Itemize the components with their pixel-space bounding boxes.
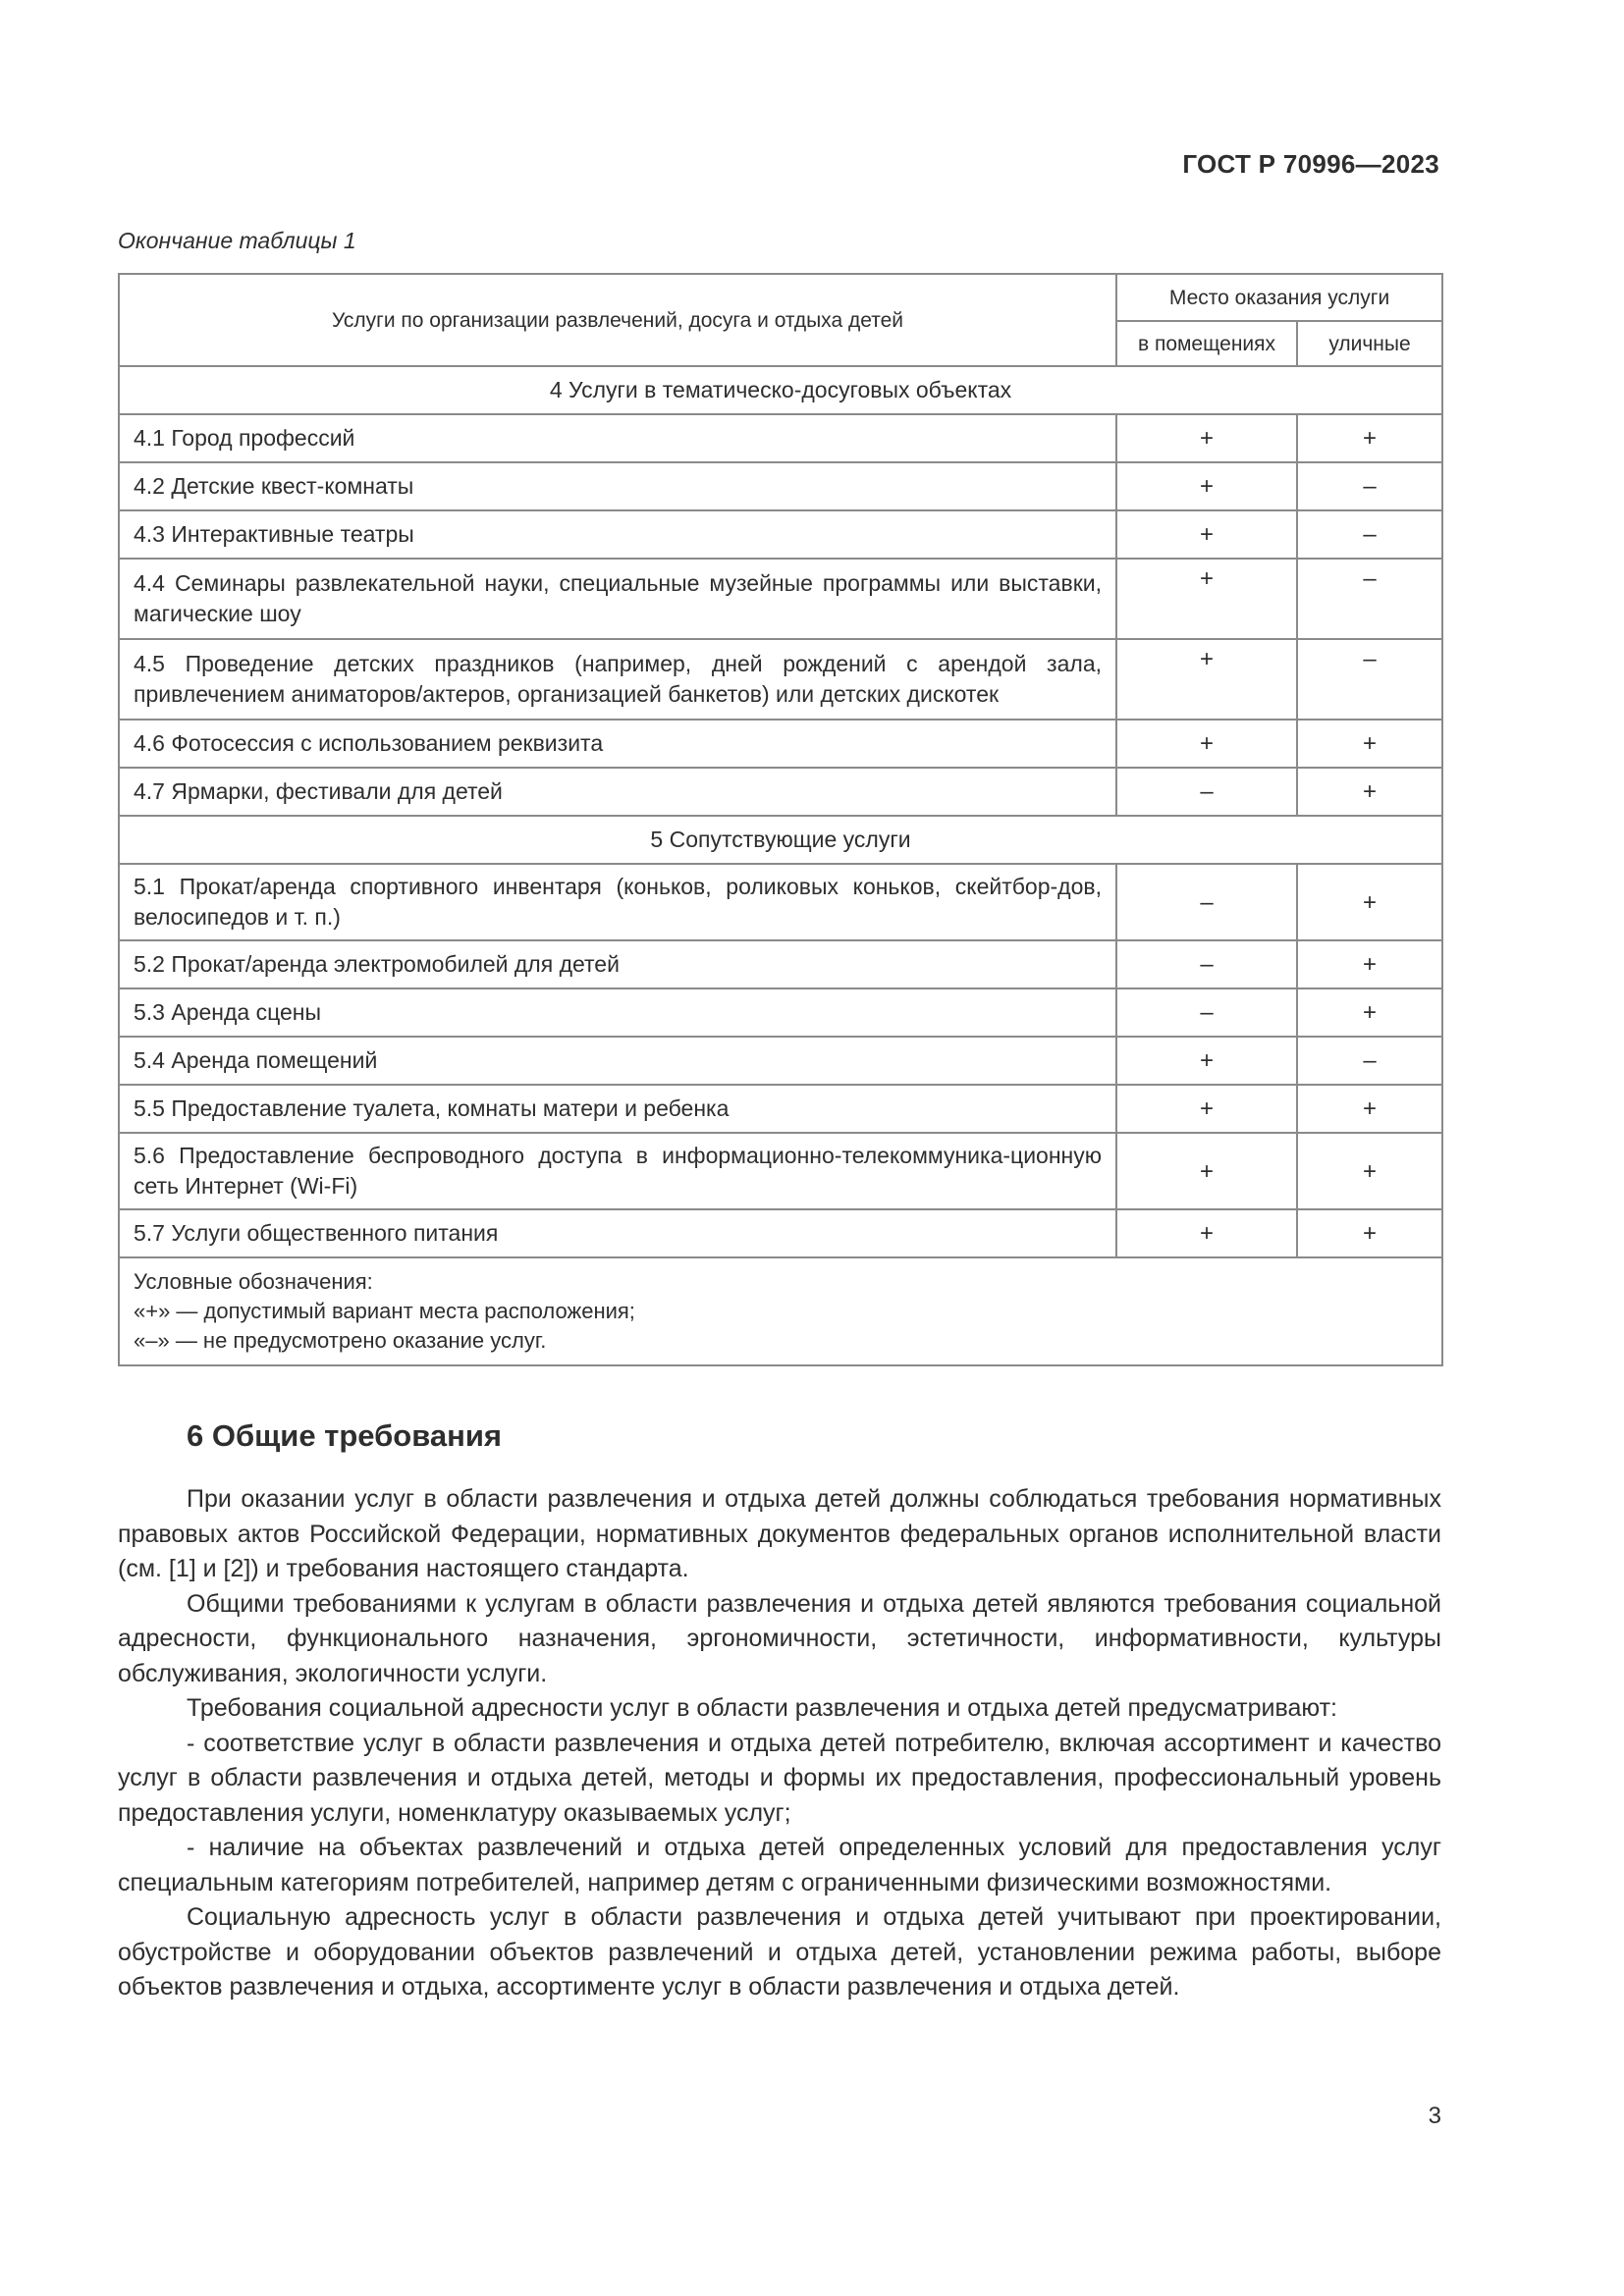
table-row: [119, 1209, 1442, 1257]
outdoor-mark: +: [1297, 988, 1442, 1037]
indoor-mark: +: [1116, 1085, 1297, 1133]
section-heading: 5 Сопутствующие услуги: [119, 816, 1442, 864]
service-name: 5.5 Предоставление туалета, комнаты матери и ребенка: [119, 1085, 1116, 1133]
table-row: [119, 940, 1442, 988]
outdoor-mark: +: [1297, 720, 1442, 768]
service-name: 5.1 Прокат/аренда спортивного инвентаря (коньков, роликовых коньков, скейтбор-дов, велосипедов и т. п.): [119, 864, 1116, 940]
outdoor-mark: +: [1297, 940, 1442, 988]
column-header-service: Услуги по организации развлечений, досуга и отдыха детей: [119, 274, 1116, 366]
outdoor-mark: –: [1297, 510, 1442, 559]
outdoor-mark: –: [1297, 559, 1442, 639]
service-name: 4.7 Ярмарки, фестивали для детей: [119, 768, 1116, 816]
section-body: [118, 1482, 1441, 2005]
outdoor-mark: –: [1297, 639, 1442, 720]
column-header-indoor: в помещениях: [1116, 321, 1297, 366]
indoor-mark: –: [1116, 864, 1297, 940]
table-row: [119, 1037, 1442, 1085]
column-header-outdoor: уличные: [1297, 321, 1442, 366]
table-row: [119, 988, 1442, 1037]
service-name: 4.6 Фотосессия с использованием реквизита: [119, 720, 1116, 768]
table-caption: Окончание таблицы 1: [118, 228, 356, 253]
service-name: 4.4 Семинары развлекательной науки, специальные музейные программы или выставки, магические шоу: [119, 559, 1116, 639]
outdoor-mark: +: [1297, 1133, 1442, 1209]
paragraph: При оказании услуг в области развлечения и отдыха детей должны соблюдаться требования нормативных правовых актов Российской Федерации, нормативных документов федеральных органов исполнительной власти (см. [1] и [2]) и требования настоящего стандарта.: [118, 1485, 1441, 1582]
table-row: [119, 864, 1442, 940]
outdoor-mark: +: [1297, 864, 1442, 940]
indoor-mark: +: [1116, 639, 1297, 720]
paragraph: Социальную адресность услуг в области развлечения и отдыха детей учитывают при проектировании, обустройстве и оборудовании объектов развлечений и отдыха детей, установлении режима работы, выборе объектов развлечения и отдыха, ассортименте услуг в области развлечения и отдыха детей.: [118, 1903, 1441, 2001]
indoor-mark: –: [1116, 988, 1297, 1037]
service-name: 4.3 Интерактивные театры: [119, 510, 1116, 559]
service-name: 5.3 Аренда сцены: [119, 988, 1116, 1037]
paragraph: - наличие на объектах развлечений и отдыха детей определенных условий для предоставления услуг специальным категориям потребителей, например детям с ограниченными физическими возможностями.: [118, 1834, 1441, 1896]
indoor-mark: +: [1116, 1133, 1297, 1209]
indoor-mark: +: [1116, 510, 1297, 559]
table-row: [119, 414, 1442, 462]
section-row-4: [119, 366, 1442, 414]
service-name: 5.2 Прокат/аренда электромобилей для детей: [119, 940, 1116, 988]
paragraph: Требования социальной адресности услуг в области развлечения и отдыха детей предусматривают:: [187, 1694, 1337, 1722]
legend-plus: «+» — допустимый вариант места расположения;: [134, 1299, 635, 1323]
table-legend: [119, 1257, 1442, 1365]
document-code: ГОСТ Р 70996—2023: [1182, 149, 1439, 179]
section-row-5: [119, 816, 1442, 864]
legend-title: Условные обозначения:: [134, 1269, 373, 1294]
page-number: 3: [1428, 2103, 1441, 2129]
outdoor-mark: –: [1297, 1037, 1442, 1085]
service-name: 5.7 Услуги общественного питания: [119, 1209, 1116, 1257]
table-row: [119, 639, 1442, 720]
outdoor-mark: –: [1297, 462, 1442, 510]
table-row: [119, 510, 1442, 559]
section-heading: 4 Услуги в тематическо-досуговых объектах: [119, 366, 1442, 414]
table-row: [119, 1133, 1442, 1209]
indoor-mark: –: [1116, 940, 1297, 988]
outdoor-mark: +: [1297, 414, 1442, 462]
service-name: 4.2 Детские квест-комнаты: [119, 462, 1116, 510]
indoor-mark: +: [1116, 720, 1297, 768]
table-row: [119, 1085, 1442, 1133]
indoor-mark: +: [1116, 462, 1297, 510]
indoor-mark: +: [1116, 1037, 1297, 1085]
outdoor-mark: +: [1297, 1085, 1442, 1133]
outdoor-mark: +: [1297, 768, 1442, 816]
table-row: [119, 720, 1442, 768]
service-name: 4.5 Проведение детских праздников (например, дней рождений с арендой зала, привлечением аниматоров/актеров, организацией банкетов) или детских дискотек: [119, 639, 1116, 720]
table-row: [119, 462, 1442, 510]
section-title: 6 Общие требования: [187, 1418, 502, 1453]
service-name: 5.6 Предоставление беспроводного доступа в информационно-телекоммуника-ционную сеть Интернет (Wi-Fi): [119, 1133, 1116, 1209]
service-name: 5.4 Аренда помещений: [119, 1037, 1116, 1085]
table-row: [119, 768, 1442, 816]
indoor-mark: +: [1116, 1209, 1297, 1257]
services-table: [118, 273, 1443, 1366]
service-name: 4.1 Город профессий: [119, 414, 1116, 462]
paragraph: - соответствие услуг в области развлечения и отдыха детей потребителю, включая ассортимент и качество услуг в области развлечения и отдыха детей, методы и формы их предоставления, профессиональный уровень предоставления услуги, номенклатуру оказываемых услуг;: [118, 1729, 1441, 1827]
indoor-mark: +: [1116, 559, 1297, 639]
legend-row: [119, 1257, 1442, 1365]
table-body: [119, 366, 1442, 1365]
outdoor-mark: +: [1297, 1209, 1442, 1257]
legend-minus: «–» — не предусмотрено оказание услуг.: [134, 1328, 547, 1353]
column-header-place: Место оказания услуги: [1116, 274, 1442, 321]
table-row: [119, 559, 1442, 639]
indoor-mark: –: [1116, 768, 1297, 816]
indoor-mark: +: [1116, 414, 1297, 462]
paragraph: Общими требованиями к услугам в области развлечения и отдыха детей являются требования социальной адресности, функционального назначения, эргономичности, эстетичности, информативности, культуры обслуживания, экологичности услуги.: [118, 1589, 1441, 1687]
